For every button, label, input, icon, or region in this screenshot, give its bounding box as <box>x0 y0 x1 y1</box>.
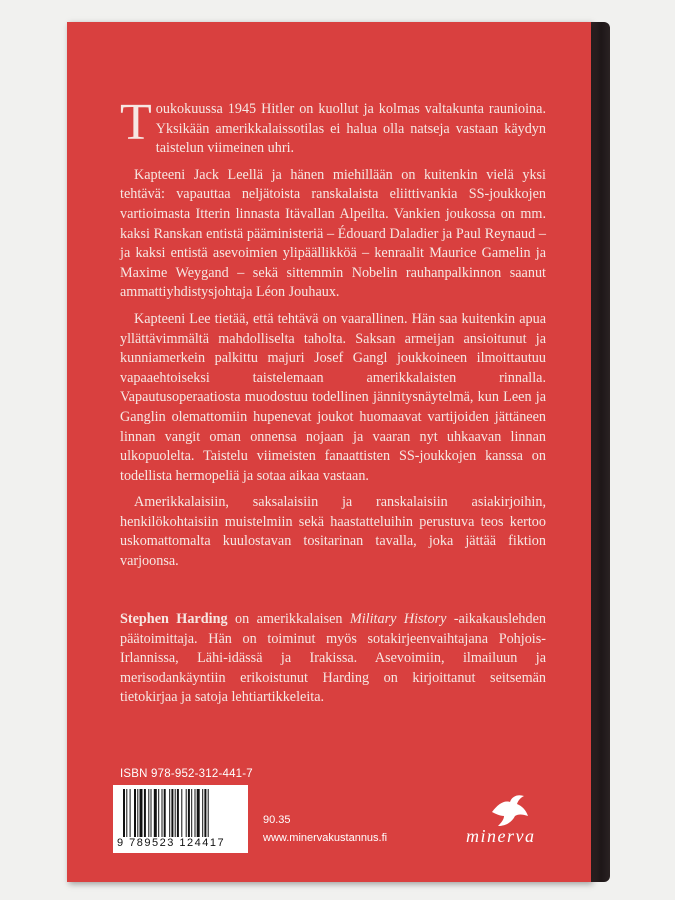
author-bio: Stephen Harding on amerikkalaisen Military History -aikakauslehden päätoimittaja. Hän on toiminut myös sotakirjeenvaihtajana Pohjois-Irlannissa, Lähi-idässä ja Irakissa. Asevoimiin, ilmailuun ja merisodankäyntiin erikoistunut Harding on kirjoittanut seitsemän tietokirjaa ja satoja lehtiartikkeleita. <box>120 611 547 706</box>
blurb-paragraph-1: Toukokuussa 1945 Hitler on kuollut ja kolmas valtakunta raunioina. Yksikään amerikkalaissotilas ei halua olla natseja vastaan käydyn taistelun viimeinen uhri. <box>120 94 546 157</box>
isbn-label: ISBN 978-952-312-441-7 <box>120 768 253 780</box>
blurb-paragraph-2: Kapteeni Jack Leellä ja hänen miehillään on kuitenkin vielä yksi tehtävä: vapauttaa neljätoista ranskalaista eliittivankia SS-joukkojen vartioimasta Itterin linnasta Itävallan Alpeilta. Vankien joukossa on mm. kaksi Ranskan entistä pääministeriä – Édouard Daladier ja Paul Reynaud – ja kaksi entistä asevoimien ylipäällikköä – kenraalit Maurice Gamelin ja Maxime Weygand – sekä sittemmin Nobelin rauhanpalkinnon saanut ammattiyhdistysjohtaja Léon Jouhaux. <box>120 166 546 301</box>
price-code: 90.35 <box>263 814 291 826</box>
blurb-paragraph-3: Kapteeni Lee tietää, että tehtävä on vaarallinen. Hän saa kuitenkin apua yllättävimmältä mahdolliselta taholta. Saksan armeijan ansioitunut ja kunniamerkein palkittu majuri Josef Gangl joukkoineen ilmoittautuu vapaaehtoiseksi taistelemaan amerikkalaisten rinnalla. Vapautusoperaatiosta muodostuu todellinen jännitysnäytelmä, kun Leen ja Ganglin olemattomiin hupenevat joukot huomaavat vartijoiden jättäneen linnan vangit oman onnensa nojaan ja vaaran nyt uhkaavan linnan ulkopuolelta. Taistelu viimeisten fanaattisten SS-joukkojen kanssa on todellista hermopeliä ja sotaa aikaa vastaan. <box>120 310 546 484</box>
blurb-text <box>120 94 546 579</box>
barcode-bars <box>123 789 241 837</box>
drop-cap: T <box>120 94 152 151</box>
magazine-title: Military History <box>349 611 447 627</box>
author-name: Stephen Harding <box>120 611 228 627</box>
bird-logo-icon <box>488 792 530 830</box>
barcode-digits: 9 789523 124417 <box>117 837 226 849</box>
barcode <box>113 785 248 853</box>
blurb-paragraph-4: Amerikkalaisiin, saksalaisiin ja ranskalaisiin asiakirjoihin, henkilökohtaisiin muistelmiin sekä haastatteluihin perustuva teos kertoo uskomattomalta kuulostavan tositarinan tavalla, joka jättää fiktion varjoonsa. <box>120 494 546 570</box>
book-spine <box>588 22 610 882</box>
publisher-logo: minerva <box>466 826 536 846</box>
publisher-website: www.minervakustannus.fi <box>263 832 388 844</box>
